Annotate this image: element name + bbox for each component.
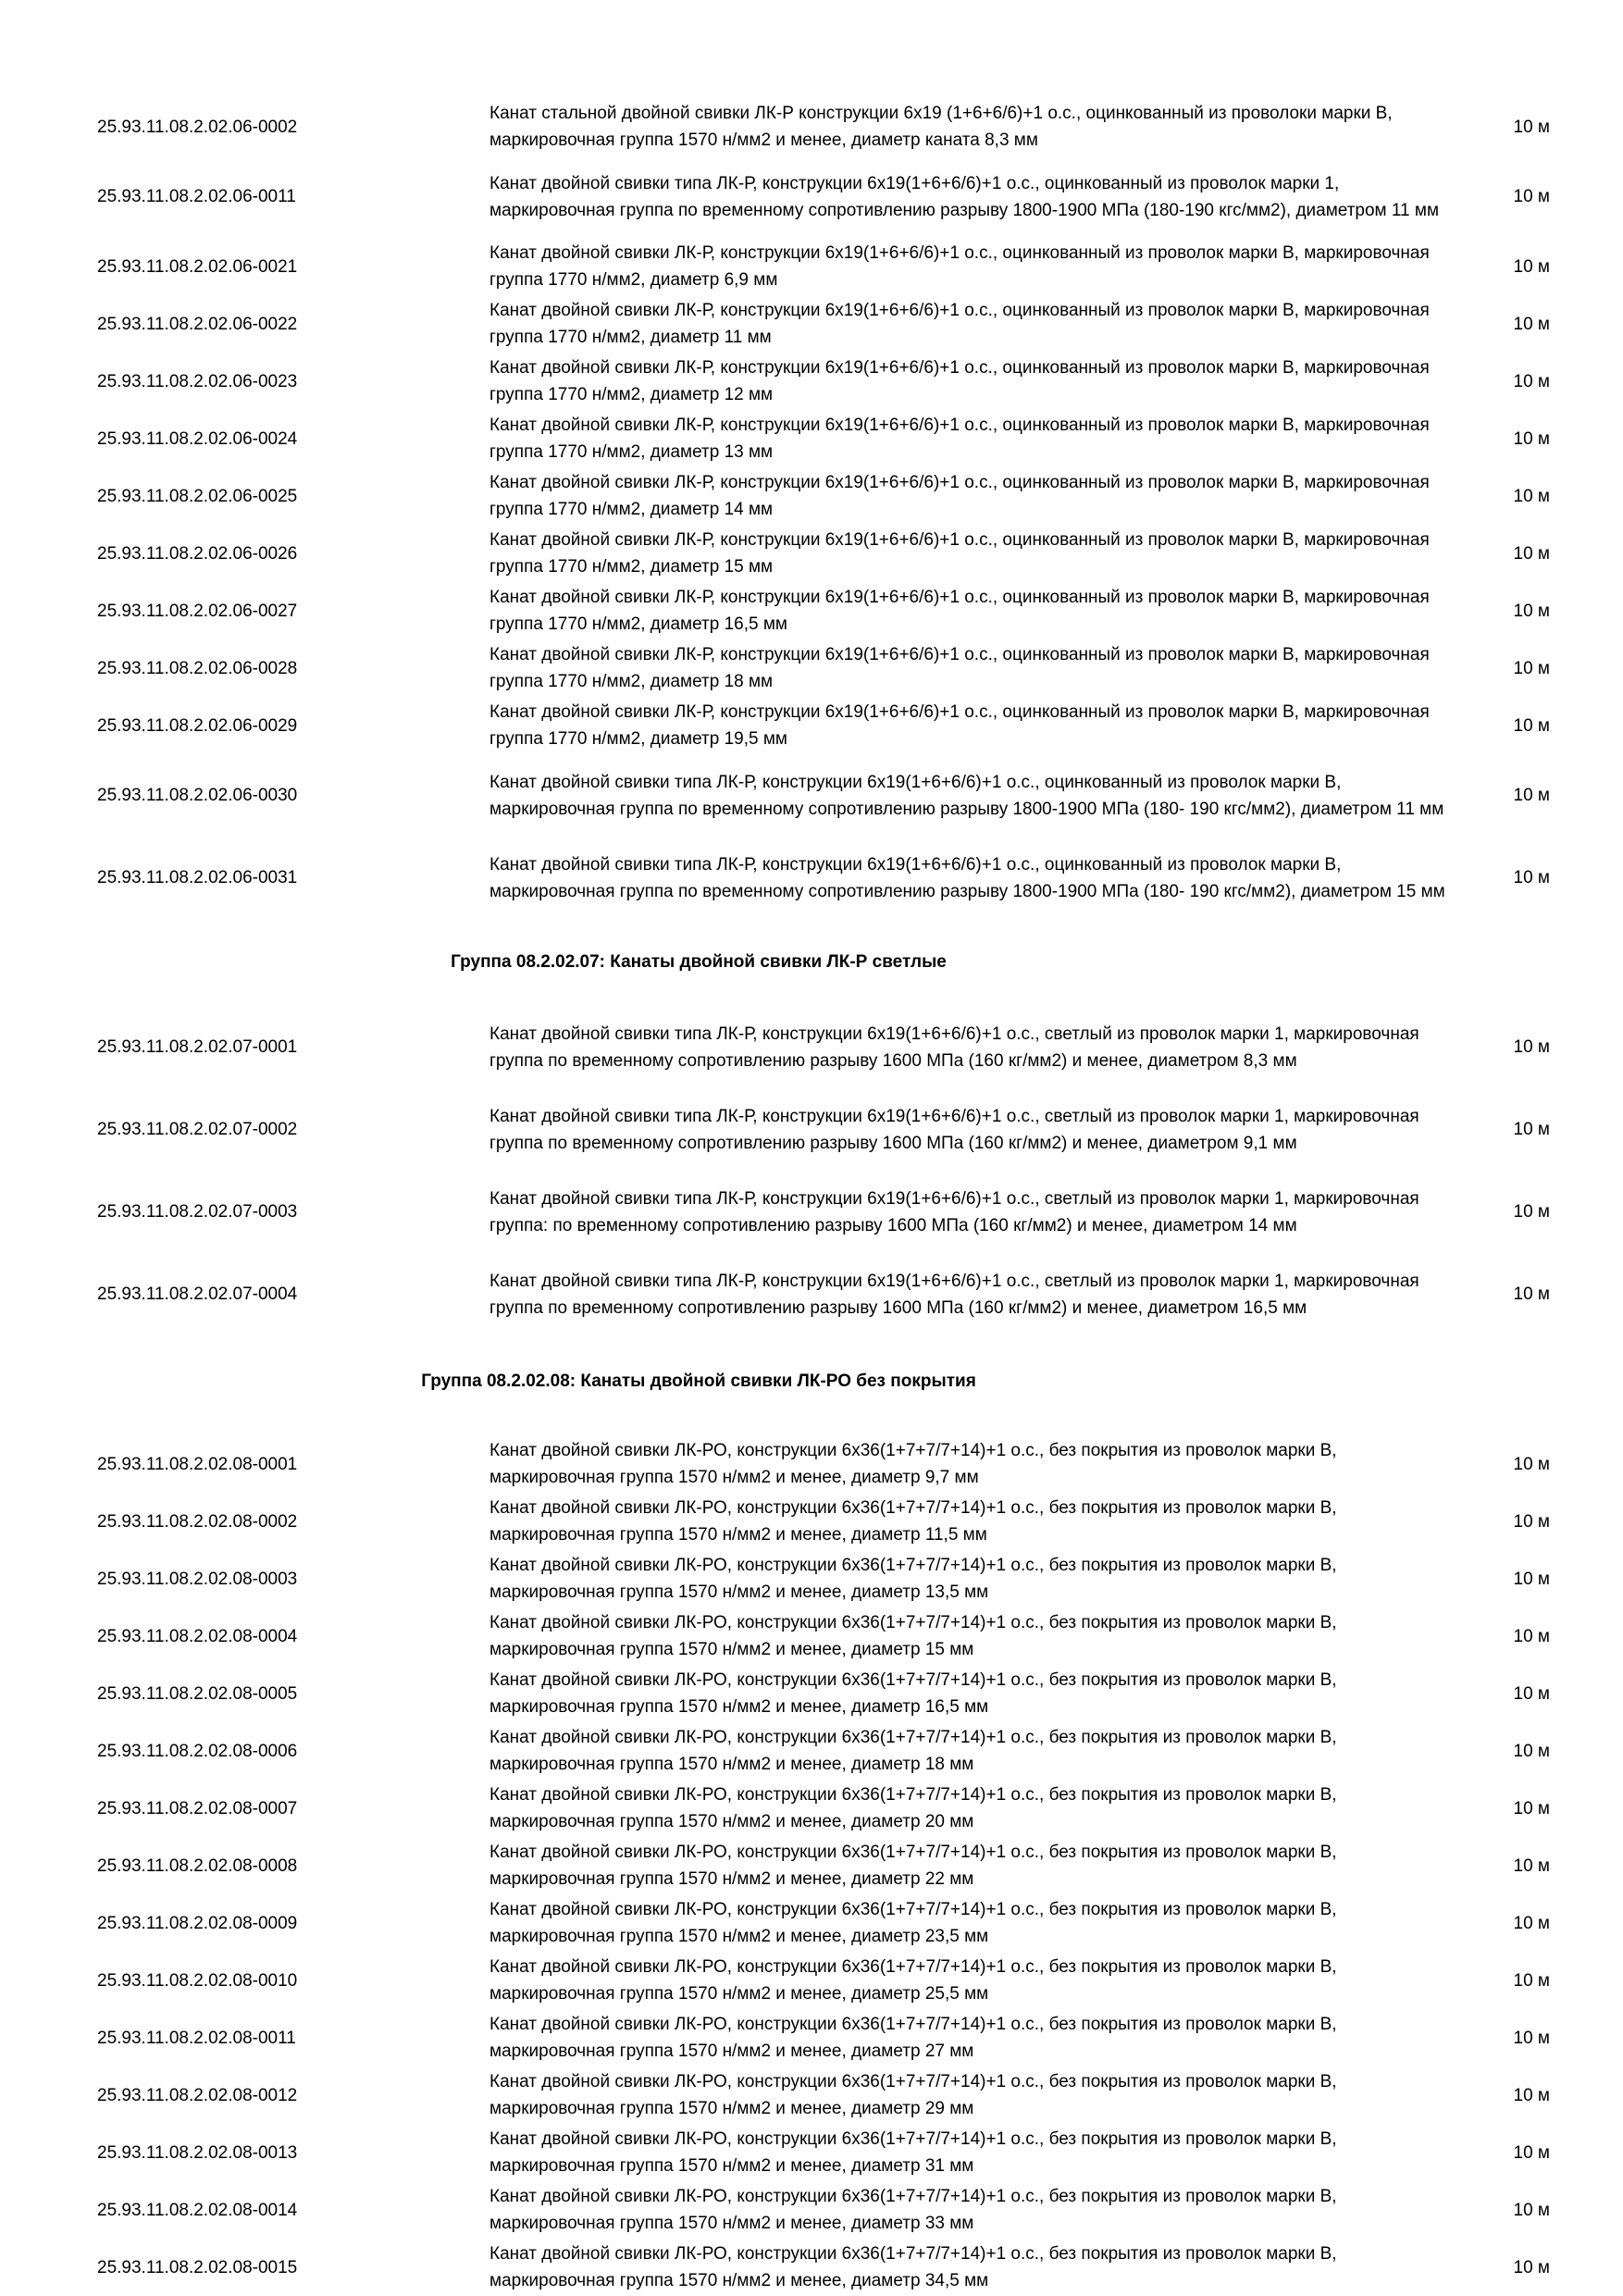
item-code: 25.93.11.08.2.02.07-0003: [97, 1202, 298, 1222]
item-description: Канат двойной свивки ЛК-РО, конструкции 6х36(1+7+7/7+14)+1 о.с., без покрытия из проволок марки В, маркировочная группа 1570 н/мм2 и менее, диаметр 9,7 мм: [489, 1441, 1337, 1487]
table-row: [97, 2124, 1559, 2181]
item-unit: 10 м: [1513, 1741, 1550, 1761]
item-description: Канат двойной свивки ЛК-РО, конструкции 6х36(1+7+7/7+14)+1 о.с., без покрытия из проволок марки В, маркировочная группа 1570 н/мм2 и менее, диаметр 22 мм: [489, 1843, 1337, 1889]
item-unit: 10 м: [1513, 1285, 1550, 1304]
item-description: Канат двойной свивки типа ЛК-Р, конструкции 6х19(1+6+6/6)+1 о.с., оцинкованный из проволок марки 1, маркировочная группа по временному сопротивлению разрыву 1800-1900 МПа (180-190 кгс/мм2), диаметром 11 мм: [489, 173, 1440, 220]
item-unit: 10 м: [1513, 117, 1550, 137]
item-unit: 10 м: [1513, 2200, 1550, 2220]
item-description: Канат двойной свивки типа ЛК-Р, конструкции 6х19(1+6+6/6)+1 о.с., светлый из проволок марки 1, маркировочная группа по временному сопротивлению разрыву 1600 МПа (160 кг/мм2) и менее, диаметром 9,1 мм: [489, 1106, 1419, 1153]
table-row: [97, 238, 1559, 295]
item-code: 25.93.11.08.2.02.08-0002: [97, 1511, 298, 1532]
item-unit: 10 м: [1513, 1683, 1550, 1704]
item-code: 25.93.11.08.2.02.08-0010: [97, 1970, 298, 1991]
item-unit: 10 м: [1513, 1454, 1550, 1474]
item-description: Канат двойной свивки типа ЛК-Р, конструкции 6х19(1+6+6/6)+1 о.с., оцинкованный из проволок марки В, маркировочная группа по временному сопротивлению разрыву 1800-1900 МПа (180- 190 кгс/мм2), диаметром 11 мм: [489, 772, 1444, 819]
item-description: Канат двойной свивки ЛК-Р, конструкции 6х19(1+6+6/6)+1 о.с., оцинкованный из проволок марки В, маркировочная группа 1770 н/мм2, диаметр 13 мм: [489, 416, 1430, 462]
table-row: [97, 1171, 1559, 1253]
table-row: [97, 2181, 1559, 2239]
table-row: [97, 582, 1559, 639]
item-unit: 10 м: [1513, 1970, 1550, 1991]
item-unit: 10 м: [1513, 2142, 1550, 2163]
group-heading-08: Группа 08.2.02.08: Канаты двойной свивки ЛК-РО без покрытия: [421, 1371, 976, 1391]
item-unit: 10 м: [1513, 1037, 1550, 1057]
item-description: Канат двойной свивки типа ЛК-Р, конструкции 6х19(1+6+6/6)+1 о.с., светлый из проволок марки 1, маркировочная группа: по временному сопротивлению разрыву 1600 МПа (160 кг/мм2) и менее, диаметром 14 мм: [489, 1188, 1419, 1235]
item-code: 25.93.11.08.2.02.06-0028: [97, 658, 298, 678]
item-unit: 10 м: [1513, 486, 1550, 506]
item-code: 25.93.11.08.2.02.08-0001: [97, 1454, 298, 1474]
item-code: 25.93.11.08.2.02.08-0015: [97, 2257, 298, 2277]
table-row: [97, 353, 1559, 410]
table-row: [97, 155, 1559, 238]
table-row: [97, 1550, 1559, 1607]
item-description: Канат двойной свивки типа ЛК-Р, конструкции 6х19(1+6+6/6)+1 о.с., светлый из проволок марки 1, маркировочная группа по временному сопротивлению разрыву 1600 МПа (160 кг/мм2) и менее, диаметром 16,5 мм: [489, 1271, 1419, 1318]
item-code: 25.93.11.08.2.02.07-0004: [97, 1285, 298, 1304]
item-unit: 10 м: [1513, 1855, 1550, 1876]
item-description: Канат двойной свивки ЛК-РО, конструкции 6х36(1+7+7/7+14)+1 о.с., без покрытия из проволок марки В, маркировочная группа 1570 н/мм2 и менее, диаметр 23,5 мм: [489, 1900, 1337, 1946]
table-row: [97, 1607, 1559, 1665]
item-description: Канат двойной свивки ЛК-Р, конструкции 6х19(1+6+6/6)+1 о.с., оцинкованный из проволок марки В, маркировочная группа 1770 н/мм2, диаметр 18 мм: [489, 645, 1430, 691]
section-06-rows: [97, 98, 1559, 919]
item-code: 25.93.11.08.2.02.06-0030: [97, 786, 298, 805]
item-code: 25.93.11.08.2.02.06-0021: [97, 256, 298, 277]
item-code: 25.93.11.08.2.02.07-0001: [97, 1037, 298, 1057]
item-code: 25.93.11.08.2.02.08-0003: [97, 1569, 298, 1589]
item-description: Канат двойной свивки ЛК-РО, конструкции 6х36(1+7+7/7+14)+1 о.с., без покрытия из проволок марки В, маркировочная группа 1570 н/мм2 и менее, диаметр 29 мм: [489, 2072, 1337, 2118]
item-code: 25.93.11.08.2.02.08-0005: [97, 1683, 298, 1704]
item-description: Канат двойной свивки ЛК-Р, конструкции 6х19(1+6+6/6)+1 о.с., оцинкованный из проволок марки В, маркировочная группа 1770 н/мм2, диаметр 19,5 мм: [489, 702, 1430, 749]
item-description: Канат двойной свивки типа ЛК-Р, конструкции 6х19(1+6+6/6)+1 о.с., светлый из проволок марки 1, маркировочная группа по временному сопротивлению разрыву 1600 МПа (160 кг/мм2) и менее, диаметром 8,3 мм: [489, 1024, 1419, 1071]
item-unit: 10 м: [1513, 187, 1550, 206]
item-description: Канат двойной свивки ЛК-РО, конструкции 6х36(1+7+7/7+14)+1 о.с., без покрытия из проволок марки В, маркировочная группа 1570 н/мм2 и менее, диаметр 34,5 мм: [489, 2244, 1337, 2290]
item-description: Канат двойной свивки ЛК-Р, конструкции 6х19(1+6+6/6)+1 о.с., оцинкованный из проволок марки В, маркировочная группа 1770 н/мм2, диаметр 6,9 мм: [489, 243, 1430, 290]
item-description: Канат двойной свивки ЛК-Р, конструкции 6х19(1+6+6/6)+1 о.с., оцинкованный из проволок марки В, маркировочная группа 1770 н/мм2, диаметр 16,5 мм: [489, 588, 1430, 634]
table-row: [97, 1722, 1559, 1780]
item-unit: 10 м: [1513, 786, 1550, 805]
item-code: 25.93.11.08.2.02.07-0002: [97, 1120, 298, 1139]
table-row: [97, 697, 1559, 754]
item-unit: 10 м: [1513, 1511, 1550, 1532]
item-description: Канат двойной свивки ЛК-РО, конструкции 6х36(1+7+7/7+14)+1 о.с., без покрытия из проволок марки В, маркировочная группа 1570 н/мм2 и менее, диаметр 15 мм: [489, 1613, 1337, 1659]
item-description: Канат двойной свивки ЛК-РО, конструкции 6х36(1+7+7/7+14)+1 о.с., без покрытия из проволок марки В, маркировочная группа 1570 н/мм2 и менее, диаметр 33 мм: [489, 2187, 1337, 2233]
table-row: [97, 1952, 1559, 2009]
table-row: [97, 1837, 1559, 1894]
item-code: 25.93.11.08.2.02.06-0025: [97, 486, 298, 506]
table-row: [97, 525, 1559, 582]
item-description: Канат двойной свивки ЛК-РО, конструкции 6х36(1+7+7/7+14)+1 о.с., без покрытия из проволок марки В, маркировочная группа 1570 н/мм2 и менее, диаметр 11,5 мм: [489, 1498, 1337, 1545]
item-code: 25.93.11.08.2.02.08-0013: [97, 2142, 298, 2163]
table-row: [97, 1088, 1559, 1171]
item-description: Канат двойной свивки ЛК-РО, конструкции 6х36(1+7+7/7+14)+1 о.с., без покрытия из проволок марки В, маркировочная группа 1570 н/мм2 и менее, диаметр 31 мм: [489, 2129, 1337, 2176]
item-unit: 10 м: [1513, 1120, 1550, 1139]
table-row: [97, 410, 1559, 467]
item-code: 25.93.11.08.2.02.08-0011: [97, 2028, 296, 2048]
table-row: [97, 1894, 1559, 1952]
item-description: Канат двойной свивки ЛК-РО, конструкции 6х36(1+7+7/7+14)+1 о.с., без покрытия из проволок марки В, маркировочная группа 1570 н/мм2 и менее, диаметр 16,5 мм: [489, 1670, 1337, 1717]
item-unit: 10 м: [1513, 715, 1550, 736]
table-row: [97, 2239, 1559, 2296]
group-heading-07: Группа 08.2.02.07: Канаты двойной свивки ЛК-Р светлые: [451, 952, 947, 972]
item-code: 25.93.11.08.2.02.08-0012: [97, 2085, 298, 2105]
item-unit: 10 м: [1513, 1626, 1550, 1646]
item-description: Канат двойной свивки типа ЛК-Р, конструкции 6х19(1+6+6/6)+1 о.с., оцинкованный из проволок марки В, маркировочная группа по временному сопротивлению разрыву 1800-1900 МПа (180- 190 кгс/мм2), диаметром 15 мм: [489, 854, 1445, 901]
item-unit: 10 м: [1513, 371, 1550, 391]
item-unit: 10 м: [1513, 601, 1550, 621]
item-code: 25.93.11.08.2.02.06-0031: [97, 868, 298, 887]
item-code: 25.93.11.08.2.02.08-0006: [97, 1741, 298, 1761]
item-code: 25.93.11.08.2.02.08-0009: [97, 1913, 298, 1933]
item-description: Канат двойной свивки ЛК-РО, конструкции 6х36(1+7+7/7+14)+1 о.с., без покрытия из проволок марки В, маркировочная группа 1570 н/мм2 и менее, диаметр 27 мм: [489, 2015, 1337, 2061]
item-code: 25.93.11.08.2.02.06-0011: [97, 187, 296, 206]
item-unit: 10 м: [1513, 314, 1550, 334]
item-unit: 10 м: [1513, 2085, 1550, 2105]
item-code: 25.93.11.08.2.02.06-0024: [97, 428, 298, 449]
table-row: [97, 467, 1559, 525]
table-row: [97, 1780, 1559, 1837]
item-unit: 10 м: [1513, 2257, 1550, 2277]
table-row: [97, 98, 1559, 155]
table-row: [97, 2066, 1559, 2124]
table-row: [97, 1006, 1559, 1088]
item-description: Канат двойной свивки ЛК-Р, конструкции 6х19(1+6+6/6)+1 о.с., оцинкованный из проволок марки В, маркировочная группа 1770 н/мм2, диаметр 14 мм: [489, 473, 1430, 519]
item-unit: 10 м: [1513, 428, 1550, 449]
item-code: 25.93.11.08.2.02.08-0007: [97, 1798, 298, 1818]
item-unit: 10 м: [1513, 1569, 1550, 1589]
item-code: 25.93.11.08.2.02.08-0004: [97, 1626, 298, 1646]
item-unit: 10 м: [1513, 543, 1550, 564]
item-code: 25.93.11.08.2.02.08-0014: [97, 2200, 298, 2220]
item-description: Канат двойной свивки ЛК-Р, конструкции 6х19(1+6+6/6)+1 о.с., оцинкованный из проволок марки В, маркировочная группа 1770 н/мм2, диаметр 11 мм: [489, 301, 1430, 347]
item-description: Канат двойной свивки ЛК-Р, конструкции 6х19(1+6+6/6)+1 о.с., оцинкованный из проволок марки В, маркировочная группа 1770 н/мм2, диаметр 12 мм: [489, 358, 1430, 404]
item-unit: 10 м: [1513, 1913, 1550, 1933]
item-description: Канат стальной двойной свивки ЛК-Р конструкции 6х19 (1+6+6/6)+1 о.с., оцинкованный из проволоки марки В, маркировочная группа 1570 н/мм2 и менее, диаметр каната 8,3 мм: [489, 104, 1393, 150]
item-description: Канат двойной свивки ЛК-Р, конструкции 6х19(1+6+6/6)+1 о.с., оцинкованный из проволок марки В, маркировочная группа 1770 н/мм2, диаметр 15 мм: [489, 530, 1430, 577]
table-row: [97, 1665, 1559, 1722]
section-07-rows: [97, 1006, 1559, 1335]
item-unit: 10 м: [1513, 658, 1550, 678]
item-description: Канат двойной свивки ЛК-РО, конструкции 6х36(1+7+7/7+14)+1 о.с., без покрытия из проволок марки В, маркировочная группа 1570 н/мм2 и менее, диаметр 25,5 мм: [489, 1957, 1337, 2004]
table-row: [97, 837, 1559, 919]
price-list-sheet: [97, 98, 1559, 2296]
item-unit: 10 м: [1513, 2028, 1550, 2048]
item-code: 25.93.11.08.2.02.06-0002: [97, 117, 298, 137]
table-row: [97, 295, 1559, 353]
item-code: 25.93.11.08.2.02.06-0029: [97, 715, 298, 736]
item-description: Канат двойной свивки ЛК-РО, конструкции 6х36(1+7+7/7+14)+1 о.с., без покрытия из проволок марки В, маркировочная группа 1570 н/мм2 и менее, диаметр 18 мм: [489, 1728, 1337, 1774]
item-code: 25.93.11.08.2.02.08-0008: [97, 1855, 298, 1876]
item-unit: 10 м: [1513, 256, 1550, 277]
item-unit: 10 м: [1513, 1202, 1550, 1222]
item-code: 25.93.11.08.2.02.06-0022: [97, 314, 298, 334]
item-description: Канат двойной свивки ЛК-РО, конструкции 6х36(1+7+7/7+14)+1 о.с., без покрытия из проволок марки В, маркировочная группа 1570 н/мм2 и менее, диаметр 13,5 мм: [489, 1556, 1337, 1602]
table-row: [97, 639, 1559, 697]
item-code: 25.93.11.08.2.02.06-0026: [97, 543, 298, 564]
item-unit: 10 м: [1513, 868, 1550, 887]
table-row: [97, 754, 1559, 837]
item-description: Канат двойной свивки ЛК-РО, конструкции 6х36(1+7+7/7+14)+1 о.с., без покрытия из проволок марки В, маркировочная группа 1570 н/мм2 и менее, диаметр 20 мм: [489, 1785, 1337, 1831]
item-unit: 10 м: [1513, 1798, 1550, 1818]
table-row: [97, 1493, 1559, 1550]
table-row: [97, 1253, 1559, 1335]
table-row: [97, 2009, 1559, 2066]
section-08-rows: [97, 1435, 1559, 2296]
item-code: 25.93.11.08.2.02.06-0027: [97, 601, 298, 621]
table-row: [97, 1435, 1559, 1493]
item-code: 25.93.11.08.2.02.06-0023: [97, 371, 298, 391]
